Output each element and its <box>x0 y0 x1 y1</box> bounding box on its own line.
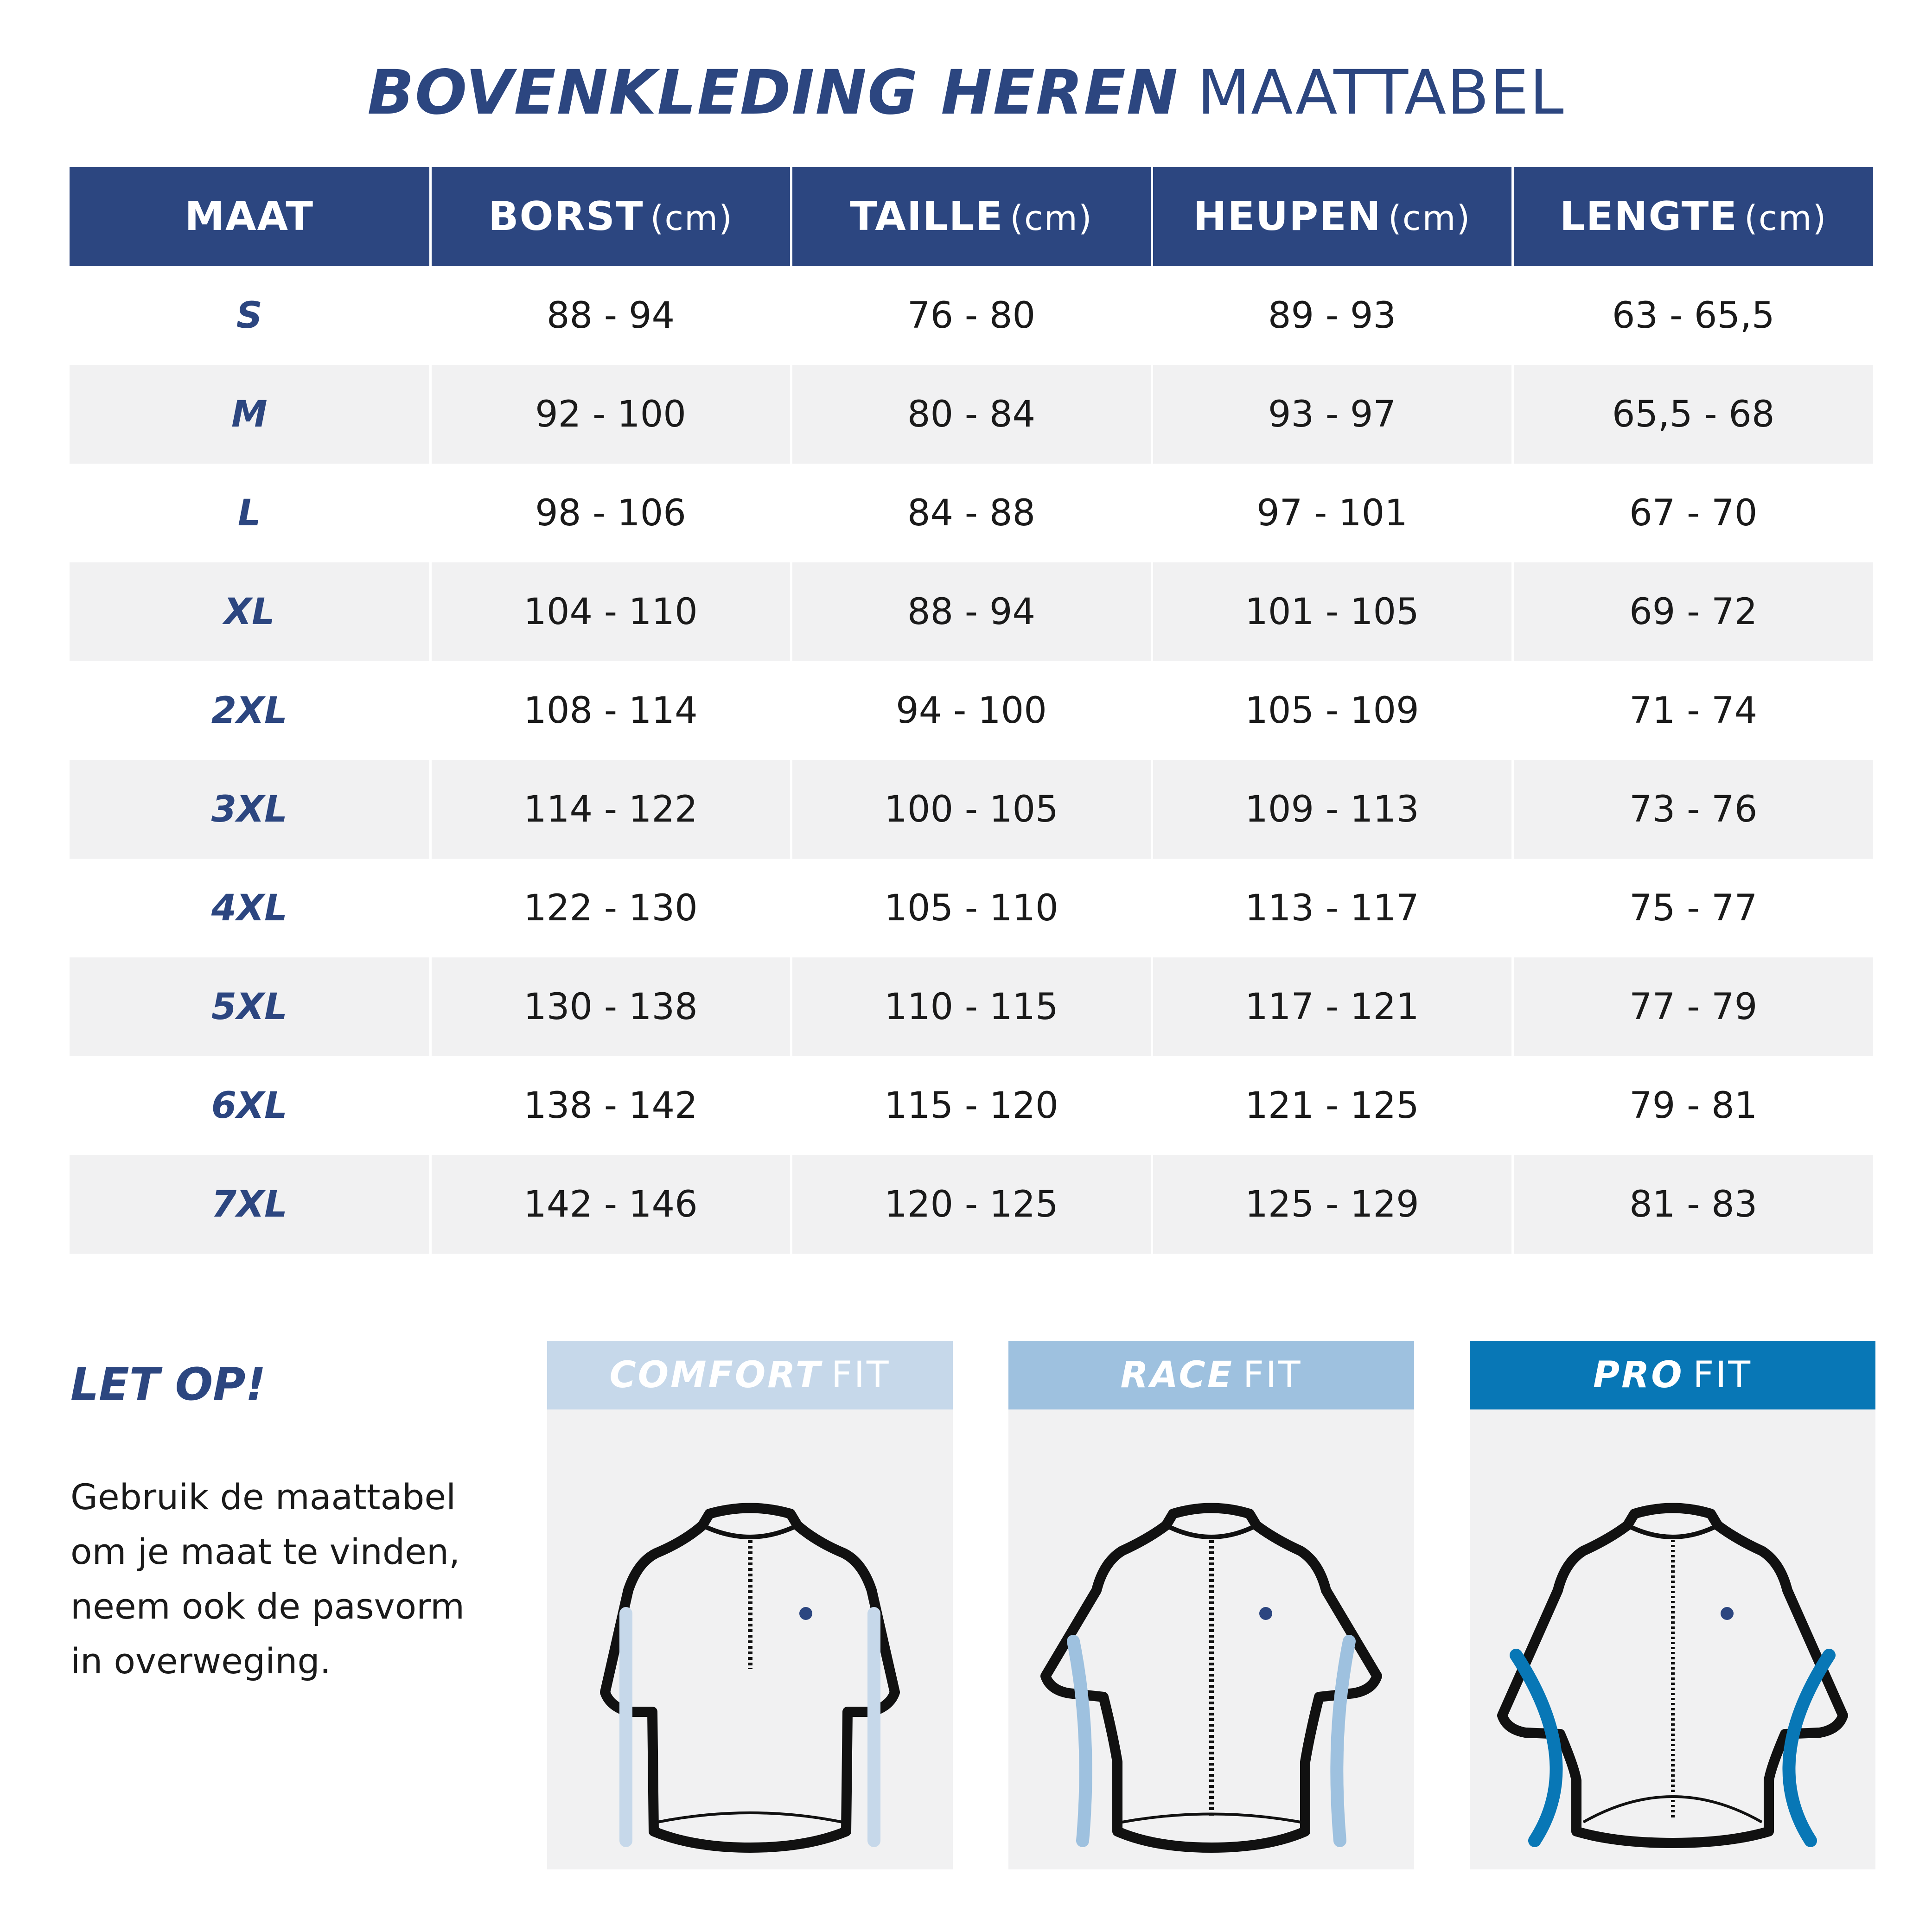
heupen-cell: 109 - 113 <box>1152 760 1512 859</box>
note-line: Gebruik de maattabel <box>70 1476 456 1518</box>
note-line: in overweging. <box>70 1640 331 1682</box>
taille-cell: 84 - 88 <box>791 464 1152 562</box>
page-title <box>0 56 1932 130</box>
heupen-cell: 97 - 101 <box>1152 464 1512 562</box>
taille-cell: 115 - 120 <box>791 1056 1152 1155</box>
table-row <box>70 760 1873 859</box>
size-cell: 2XL <box>70 661 430 760</box>
borst-cell: 114 - 122 <box>430 760 791 859</box>
note-line: neem ook de pasvorm <box>70 1586 465 1627</box>
lengte-cell: 73 - 76 <box>1512 760 1873 859</box>
pro-jersey-icon <box>1470 1409 1875 1869</box>
size-cell: L <box>70 464 430 562</box>
note-text <box>70 1470 516 1689</box>
table-row <box>70 1056 1873 1155</box>
borst-cell: 130 - 138 <box>430 957 791 1056</box>
table-row <box>70 365 1873 464</box>
heupen-cell: 93 - 97 <box>1152 365 1512 464</box>
taille-cell: 88 - 94 <box>791 562 1152 661</box>
title-light: MAATTABEL <box>1197 57 1565 128</box>
table-row <box>70 562 1873 661</box>
lengte-cell: 81 - 83 <box>1512 1155 1873 1254</box>
heupen-cell: 117 - 121 <box>1152 957 1512 1056</box>
lengte-cell: 75 - 77 <box>1512 859 1873 957</box>
lengte-cell: 79 - 81 <box>1512 1056 1873 1155</box>
lengte-cell: 71 - 74 <box>1512 661 1873 760</box>
borst-cell: 104 - 110 <box>430 562 791 661</box>
borst-cell: 88 - 94 <box>430 266 791 365</box>
header-borst: BORST (cm) <box>430 167 791 266</box>
comfort-fit-card <box>547 1341 953 1869</box>
race-fit-header: RACE FIT <box>1008 1341 1414 1409</box>
size-cell: 5XL <box>70 957 430 1056</box>
table-row <box>70 266 1873 365</box>
fit-guide-line <box>1073 1641 1086 1841</box>
header-maat: MAAT <box>70 167 430 266</box>
size-cell: 6XL <box>70 1056 430 1155</box>
borst-cell: 98 - 106 <box>430 464 791 562</box>
taille-cell: 76 - 80 <box>791 266 1152 365</box>
size-cell: 4XL <box>70 859 430 957</box>
table-row <box>70 859 1873 957</box>
pro-fit-card <box>1470 1341 1875 1869</box>
race-fit-card <box>1008 1341 1414 1869</box>
heupen-cell: 125 - 129 <box>1152 1155 1512 1254</box>
heupen-cell: 113 - 117 <box>1152 859 1512 957</box>
size-cell: 3XL <box>70 760 430 859</box>
table-row <box>70 661 1873 760</box>
table-header-row <box>70 167 1873 266</box>
note-line: om je maat te vinden, <box>70 1531 460 1572</box>
comfort-jersey-icon <box>547 1409 953 1869</box>
size-cell: M <box>70 365 430 464</box>
lengte-cell: 65,5 - 68 <box>1512 365 1873 464</box>
borst-cell: 138 - 142 <box>430 1056 791 1155</box>
table-row <box>70 464 1873 562</box>
comfort-fit-header: COMFORT FIT <box>547 1341 953 1409</box>
race-jersey-icon <box>1008 1409 1414 1869</box>
taille-cell: 80 - 84 <box>791 365 1152 464</box>
pro-fit-header: PRO FIT <box>1470 1341 1875 1409</box>
taille-cell: 94 - 100 <box>791 661 1152 760</box>
heupen-cell: 121 - 125 <box>1152 1056 1512 1155</box>
borst-cell: 108 - 114 <box>430 661 791 760</box>
lengte-cell: 69 - 72 <box>1512 562 1873 661</box>
borst-cell: 122 - 130 <box>430 859 791 957</box>
size-table <box>70 167 1873 1254</box>
taille-cell: 110 - 115 <box>791 957 1152 1056</box>
title-bold: BOVENKLEDING HEREN <box>367 57 1179 128</box>
lengte-cell: 67 - 70 <box>1512 464 1873 562</box>
lengte-cell: 63 - 65,5 <box>1512 266 1873 365</box>
size-cell: 7XL <box>70 1155 430 1254</box>
taille-cell: 105 - 110 <box>791 859 1152 957</box>
note-title: LET OP! <box>70 1358 266 1410</box>
fit-guide-line <box>1337 1641 1349 1841</box>
borst-cell: 92 - 100 <box>430 365 791 464</box>
taille-cell: 100 - 105 <box>791 760 1152 859</box>
header-heupen: HEUPEN (cm) <box>1152 167 1512 266</box>
heupen-cell: 101 - 105 <box>1152 562 1512 661</box>
table-row <box>70 1155 1873 1254</box>
heupen-cell: 105 - 109 <box>1152 661 1512 760</box>
size-cell: XL <box>70 562 430 661</box>
heupen-cell: 89 - 93 <box>1152 266 1512 365</box>
borst-cell: 142 - 146 <box>430 1155 791 1254</box>
header-taille: TAILLE (cm) <box>791 167 1152 266</box>
taille-cell: 120 - 125 <box>791 1155 1152 1254</box>
lengte-cell: 77 - 79 <box>1512 957 1873 1056</box>
header-lengte: LENGTE (cm) <box>1512 167 1873 266</box>
size-cell: S <box>70 266 430 365</box>
table-row <box>70 957 1873 1056</box>
